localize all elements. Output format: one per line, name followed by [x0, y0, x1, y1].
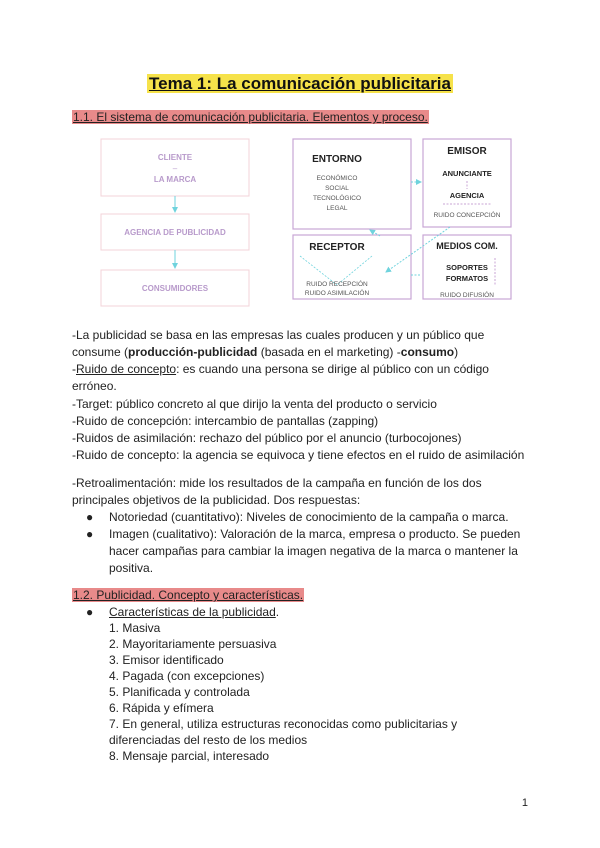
paragraph-retroalimentacion: -Retroalimentación: mide los resultados de la campaña en función de los dos principales objetivos de la publicidad. Dos respuestas: — [72, 476, 482, 507]
entorno-item-1: ECONÓMICO — [316, 175, 358, 182]
list-item: 1. Masiva — [109, 621, 161, 635]
entorno-box — [293, 139, 411, 229]
marca-label: LA MARCA — [153, 175, 197, 184]
receptor-ruido-1: RUIDO RECEPCIÓN — [306, 281, 368, 288]
list-item: 5. Planificada y controlada — [109, 685, 250, 699]
entorno-item-2: SOCIAL — [325, 185, 349, 192]
consumidores-label: CONSUMIDORES — [141, 284, 209, 293]
paragraph-ruido-asimilacion: -Ruidos de asimilación: rechazo del público por el anuncio (turbocojones) — [72, 431, 462, 445]
section-heading-2: 1.2. Publicidad. Concepto y características. — [73, 588, 304, 602]
cliente-label: CLIENTE — [157, 153, 193, 162]
list-item: 7. En general, utiliza estructuras reconocidas como publicitarias y diferenciadas del resto de los medios — [109, 717, 458, 747]
cliente-dash: – — [172, 164, 178, 173]
paragraph-ruido-concepto: -Ruido de concepto: la agencia se equivoca y tiene efectos en el ruido de asimilación — [72, 448, 525, 462]
medios-ruido: RUIDO DIFUSIÓN — [440, 292, 494, 299]
paragraph-1: -La publicidad se basa en las empresas las cuales producen y un público que consume (producción-publicidad (basada en el marketing) -consumo) — [72, 328, 485, 359]
bullet-caracteristicas: ● Características de la publicidad. — [86, 605, 280, 619]
medios-line2: FORMATOS — [445, 274, 489, 283]
list-item: 6. Rápida y efímera — [109, 701, 214, 715]
paragraph-ruido-concepcion: -Ruido de concepción: intercambio de pantallas (zapping) — [72, 414, 379, 428]
medios-title: MEDIOS COM. — [436, 241, 498, 251]
entorno-item-3: TECNOLÓGICO — [312, 195, 362, 202]
list-item: 3. Emisor identificado — [109, 653, 224, 667]
medios-line1: SOPORTES — [446, 263, 488, 272]
emisor-title: EMISOR — [447, 146, 487, 157]
bullet-notoriedad: ● Notoriedad (cuantitativo): Niveles de conocimiento de la campaña o marca. — [86, 510, 509, 524]
emisor-line1: ANUNCIANTE — [442, 169, 492, 178]
receptor-title: RECEPTOR — [309, 242, 365, 253]
list-item: 4. Pagada (con excepciones) — [109, 669, 265, 683]
communication-diagram — [0, 0, 600, 320]
section-heading-1: 1.1. El sistema de comunicación publicitaria. Elementos y proceso. — [73, 110, 428, 124]
entorno-title: ENTORNO — [312, 154, 362, 165]
page-number: 1 — [521, 797, 528, 809]
agencia-label: AGENCIA DE PUBLICIDAD — [124, 228, 226, 237]
list-item: 2. Mayoritariamente persuasiva — [109, 637, 277, 651]
bullet-imagen: ● Imagen (cualitativo): Valoración de la marca, empresa o producto. Se pueden hacer campañas para cambiar la imagen negativa de la marca o mantener la positiva. — [86, 527, 521, 575]
paragraph-target: -Target: público concreto al que dirijo la venta del producto o servicio — [72, 397, 437, 411]
emisor-ruido: RUIDO CONCEPCIÓN — [433, 212, 501, 219]
page-title: Tema 1: La comunicación publicitaria — [149, 74, 451, 93]
entorno-item-4: LEGAL — [326, 205, 348, 212]
emisor-line2: AGENCIA — [449, 191, 485, 200]
list-item: 8. Mensaje parcial, interesado — [109, 749, 270, 763]
paragraph-2: -Ruido de concepto: es cuando una persona se dirige al público con un código erróneo. — [72, 362, 489, 393]
receptor-ruido-2: RUIDO ASIMILACIÓN — [304, 290, 370, 297]
